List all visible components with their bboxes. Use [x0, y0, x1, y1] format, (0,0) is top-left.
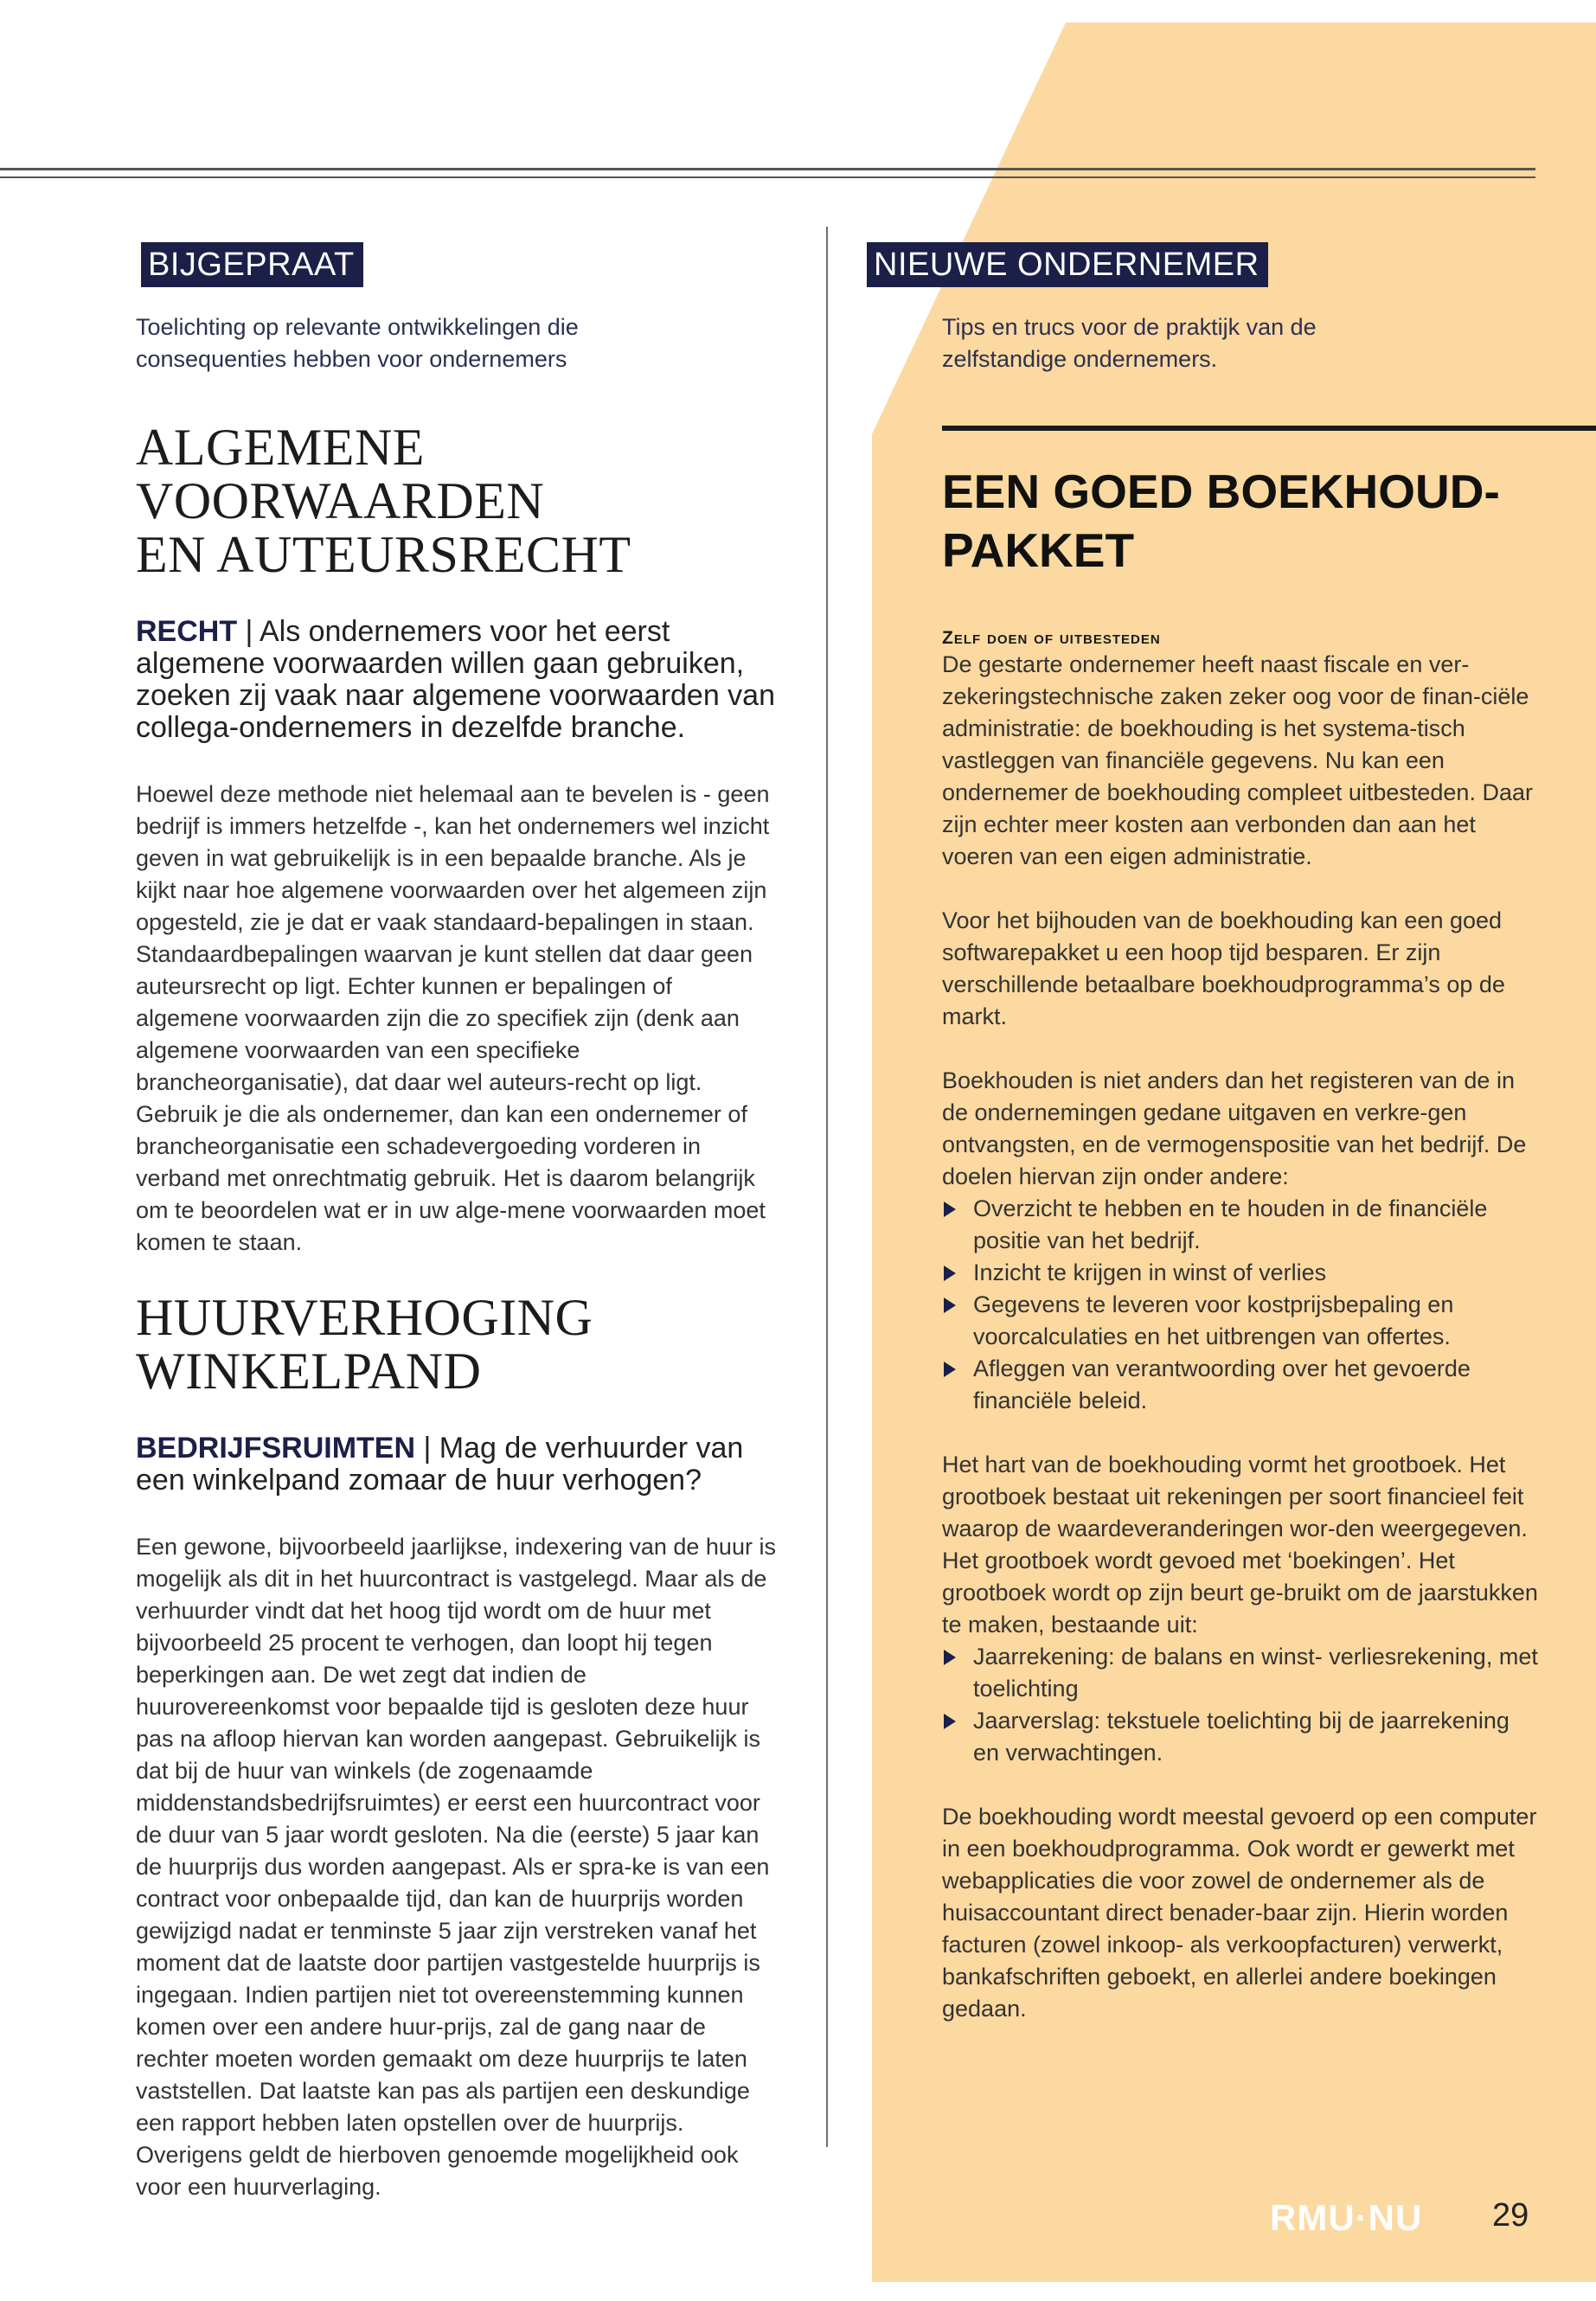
section-tag: NIEUWE ONDERNEMER — [867, 242, 1268, 287]
article-body: Een gewone, bijvoorbeeld jaarlijkse, indexering van de huur is mogelijk als dit in het huurcontract is vastgelegd. Maar als de verhuurder vindt dat het hoog tijd wordt om de huur met bijvoorbeeld 25 procent te verhogen, dan loopt hij tegen beperkingen aan. De wet zegt dat indien de huurovereenkomst voor bepaalde tijd is gesloten deze huur pas na afloop hiervan kan worden aangepast. Gebruikelijk is dat bij de huur van winkels (de zogenaamde middenstandsbedrijfsruimtes) er eerst een huurcontract voor de duur van 5 jaar wordt gesloten. Na die (eerste) 5 jaar kan de huurprijs dus worden aangepast. Als er spra-ke is van een contract voor onbepaalde tijd, dan kan de huurprijs worden gewijzigd nadat er tenminste 5 jaar zijn verstreken vanaf het moment dat de laatste door partijen vastgestelde huurprijs is ingegaan. Indien partijen niet tot overeenstemming kunnen komen over een andere huur-prijs, zal de gang naar de rechter moeten worden gemaakt om deze huurprijs te laten vaststellen. Dat laatste kan pas als partijen een deskundige een rapport hebben laten opstellen over de huurprijs. Overigens geldt de hierboven genoemde mogelijkheid ook voor een huurverlaging. — [136, 1534, 776, 2200]
list-item: Overzicht te hebben en te houden in de financiële positie van het bedrijf. — [942, 1193, 1539, 1257]
category-keyword: BEDRIJFSRUIMTEN — [136, 1432, 416, 1465]
list-item: Inzicht te krijgen in winst of verlies — [942, 1257, 1539, 1289]
page-number: 29 — [1492, 2197, 1529, 2234]
list-item: Jaarverslag: tekstuele toelichting bij de jaarrekening en verwachtingen. — [942, 1705, 1539, 1769]
left-column — [136, 242, 776, 2235]
section-description: Toelichting op relevante ontwikkelingen die consequenties hebben voor ondernemers — [136, 314, 579, 372]
brand-logo: RMU·NU — [1270, 2197, 1423, 2238]
title-rule — [942, 426, 1596, 431]
right-column — [874, 242, 1539, 2057]
list-item: Afleggen van verantwoording over het gevoerde financiële beleid. — [942, 1353, 1539, 1417]
list-item: Gegevens te leveren voor kostprijsbepaling en voorcalculaties en het uitbrengen van offertes. — [942, 1289, 1539, 1353]
top-rule — [0, 168, 1535, 170]
article-lead: BEDRIJFSRUIMTEN | Mag de verhuurder van een winkelpand zomaar de huur verhogen? — [136, 1432, 744, 1497]
category-keyword: RECHT — [136, 615, 238, 648]
article-body: De gestarte ondernemer heeft naast fiscale en ver-zekeringstechnische zaken zeker oog voor de finan-ciële administratie: de boekhouding is het systema-tisch vastleggen van financiële gegevens. Nu kan een ondernemer de boekhouding compleet uitbesteden. Daar zijn echter meer kosten aan verbonden dan aan het voeren van een eigen administratie. Voor het bijhouden van de boekhouding kan een goed softwarepakket u een hoop tijd besparen. Er zijn verschillende betaalbare boekhoudprogramma’s op de markt. Boekhouden is niet anders dan het registeren van de in de ondernemingen gedane uitgaven en verkre-gen ontvangsten, en de vermogenspositie van het bedrijf. De doelen hiervan zijn onder andere: Overzicht te hebben en te houden in de financiële positie van het bedrijf. Inzicht te krijgen in winst of verlies Gegevens te leveren voor kostprijsbepaling en voorcalculaties en het uitbrengen van offertes. Afleggen van verantwoording over het gevoerde financiële beleid. Het hart van de boekhouding vormt het grootboek. Het grootboek bestaat uit rekeningen per soort financieel feit waarop de waardeveranderingen wor-den weergegeven. Het grootboek wordt gevoed met ‘boekingen’. Het grootboek wordt op zijn beurt ge-bruikt om de jaarstukken te maken, bestaande uit: Jaarrekening: de balans en winst- verliesrekening, met toelichting Jaarverslag: tekstuele toelichting bij de jaarrekening en verwachtingen. De boekhouding wordt meestal gevoerd op een computer in een boekhoudprogramma. Ook wordt er gewerkt met webapplicaties die voor zowel de ondernemer als de huisaccountant direct benader-baar zijn. Hierin worden facturen (zowel inkoop- als verkoopfacturen) verwerkt, bankafschriften geboekt, en allerlei andere boekingen gedaan. — [942, 651, 1538, 2022]
section-description: Tips en trucs voor de praktijk van de zelfstandige ondernemers. — [942, 314, 1317, 372]
top-rule-secondary — [0, 176, 1535, 178]
section-tag: BIJGEPRAAT — [141, 242, 363, 287]
column-divider — [826, 227, 828, 2147]
article-lead: RECHT | Als ondernemers voor het eerst algemene voorwaarden willen gaan gebruiken, zoeken zij vaak naar algemene voorwaarden van collega-ondernemers in dezelfde branche. — [136, 615, 776, 744]
bullet-list — [942, 1193, 1539, 1417]
subheading: Zelf doen of uitbesteden — [942, 628, 1161, 648]
article-title: HUURVERHOGING WINKELPAND — [136, 1289, 593, 1400]
article-body: Hoewel deze methode niet helemaal aan te bevelen is - geen bedrijf is immers hetzelfde -, kan het ondernemers wel inzicht geven in wat gebruikelijk is in een bepaalde branche. Als je kijkt naar hoe algemene voorwaarden over het algemeen zijn opgesteld, zie je dat er vaak standaard-bepalingen in staan. Standaardbepalingen waarvan je kunt stellen dat daar geen auteursrecht op ligt. Echter kunnen er bepalingen of algemene voorwaarden zijn die zo specifiek zijn (denk aan algemene voorwaarden van een specifieke brancheorganisatie), dat daar wel auteurs-recht op ligt. Gebruik je die als ondernemer, dan kan een ondernemer of brancheorganisatie een schadevergoeding vorderen in verband met onrechtmatig gebruik. Het is daarom belangrijk om te beoordelen wat er in uw alge-mene voorwaarden moet komen te staan. — [136, 781, 770, 1255]
article-title: EEN GOED BOEKHOUD- PAKKET — [942, 465, 1500, 577]
bullet-list — [942, 1641, 1539, 1769]
list-item: Jaarrekening: de balans en winst- verliesrekening, met toelichting — [942, 1641, 1539, 1705]
article-title: ALGEMENE VOORWAARDEN EN AUTEURSRECHT — [136, 419, 631, 583]
